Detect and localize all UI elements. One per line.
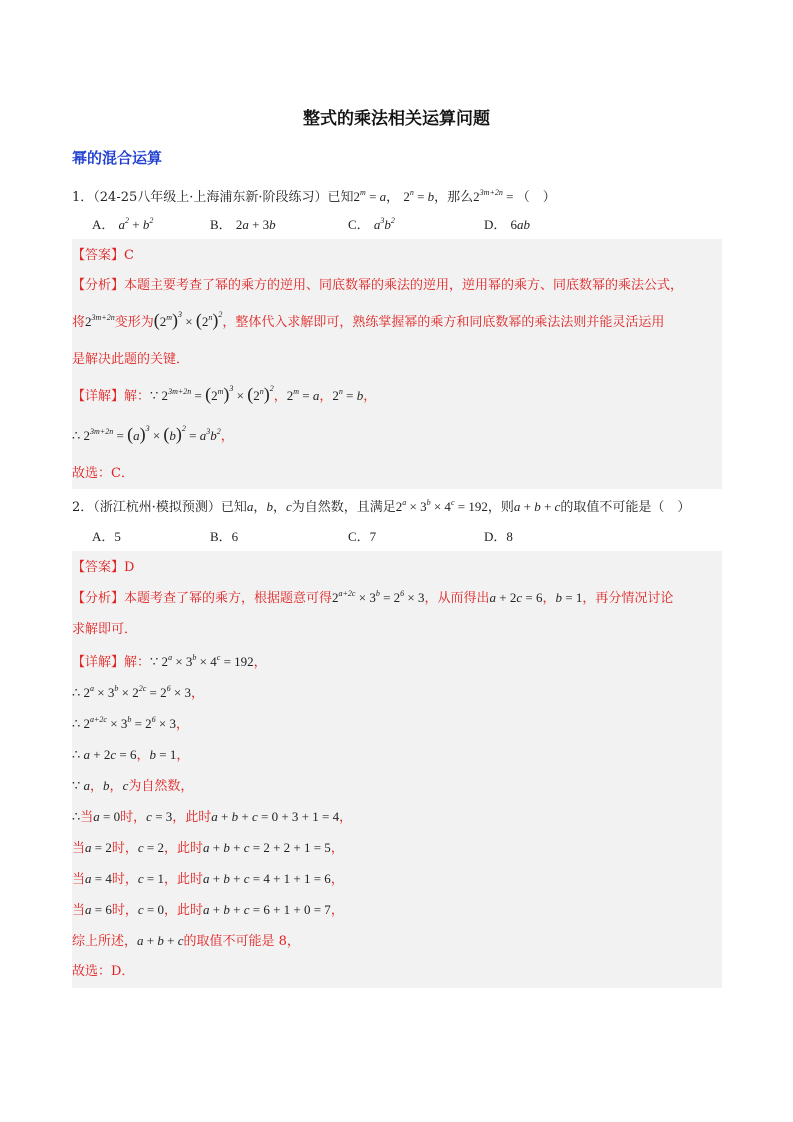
detail-line-2: ∴ $2^a \times 3^b \times 2^{2c} = 2^6 \times 3$，	[72, 684, 204, 701]
answer-line: 【答案】D	[72, 560, 135, 575]
question-1-stem: 1．（24-25八年级上·上海浦东新·阶段练习）已知$2^m = a$， $2^n = b$，那么$2^{3m+2n}$ = （ ）	[72, 188, 556, 205]
option-d[interactable]: D． 6ab	[484, 217, 531, 232]
detail-line-5: ∵ a，b，c为自然数，	[72, 778, 194, 794]
case-a-4: 当a = 4时，c = 1，此时a + b + c = 4 + 1 + 1 = 6，	[72, 871, 344, 887]
option-c[interactable]: C．7	[348, 529, 377, 544]
detail-line-2: ∴ $2^{3m+2n} = (a)^3 \times (b)^2 = a^3b^2$，	[72, 424, 234, 444]
option-d[interactable]: D．8	[484, 529, 513, 544]
case-a-6: 当a = 6时，c = 0，此时a + b + c = 6 + 1 + 0 = 7，	[72, 902, 344, 918]
option-c[interactable]: C． $a^3b^2$	[348, 216, 395, 232]
analysis-line-2: 将$2^{3m+2n}$变形为$(2^m)^3 \times (2^n)^2$，整体代入求解即可，熟练掌握幂的乘方和同底数幂的乘法法则并能灵活运用	[72, 310, 665, 330]
option-a[interactable]: A． $a^2 + b^2$	[92, 216, 154, 232]
case-a-2: 当a = 2时，c = 2，此时a + b + c = 2 + 2 + 1 = 5，	[72, 840, 344, 856]
solution-box-1	[72, 239, 722, 489]
solution-box-2	[72, 551, 722, 988]
page-title: 整式的乘法相关运算问题	[303, 109, 490, 129]
detail-line-4: ∴ a + 2c = 6，b = 1，	[72, 747, 190, 763]
detail-line-1: 【详解】解：∵ $2^a \times 3^b \times 4^c = 192$，	[72, 653, 267, 670]
option-b[interactable]: B．6	[210, 529, 239, 544]
conclusion-2: 故选：D．	[72, 964, 135, 979]
analysis-line-2: 求解即可．	[72, 622, 138, 637]
option-a[interactable]: A．5	[92, 529, 121, 544]
summary-line: 综上所述，a + b + c的取值不可能是 8，	[72, 933, 300, 949]
question-2-stem: 2．（浙江杭州·模拟预测）已知a，b，c为自然数，且满足$2^a \times 3^b \times 4^c = 192$，则a + b + c的取值不可能是（ ）	[72, 498, 691, 515]
analysis-line-3: 是解决此题的关键．	[72, 352, 190, 367]
option-b[interactable]: B． 2a + 3b	[210, 217, 276, 232]
analysis-line-1: 【分析】本题主要考查了幂的乘方的逆用、同底数幂的乘法的逆用，逆用幂的乘方、同底数幂的乘法公式，	[72, 278, 684, 293]
section-heading: 幂的混合运算	[72, 149, 163, 167]
analysis-line-1: 【分析】本题考查了幂的乘方，根据题意可得$2^{a+2c} \times 3^b = 2^6 \times 3$，从而得出a + 2c = 6，b = 1，再分情况讨论	[72, 589, 674, 606]
detail-line-3: ∴ $2^{a+2c} \times 3^b = 2^6 \times 3$，	[72, 715, 190, 732]
case-a-0: ∴当a = 0时，c = 3，此时a + b + c = 0 + 3 + 1 = 4，	[72, 809, 353, 825]
detail-line-1: 【详解】解：∵ $2^{3m+2n} = (2^m)^3 \times (2^n)^2$，$2^m = a$，$2^n = b$，	[72, 384, 377, 404]
answer-line: 【答案】C	[72, 248, 134, 263]
conclusion-1: 故选：C．	[72, 466, 134, 481]
